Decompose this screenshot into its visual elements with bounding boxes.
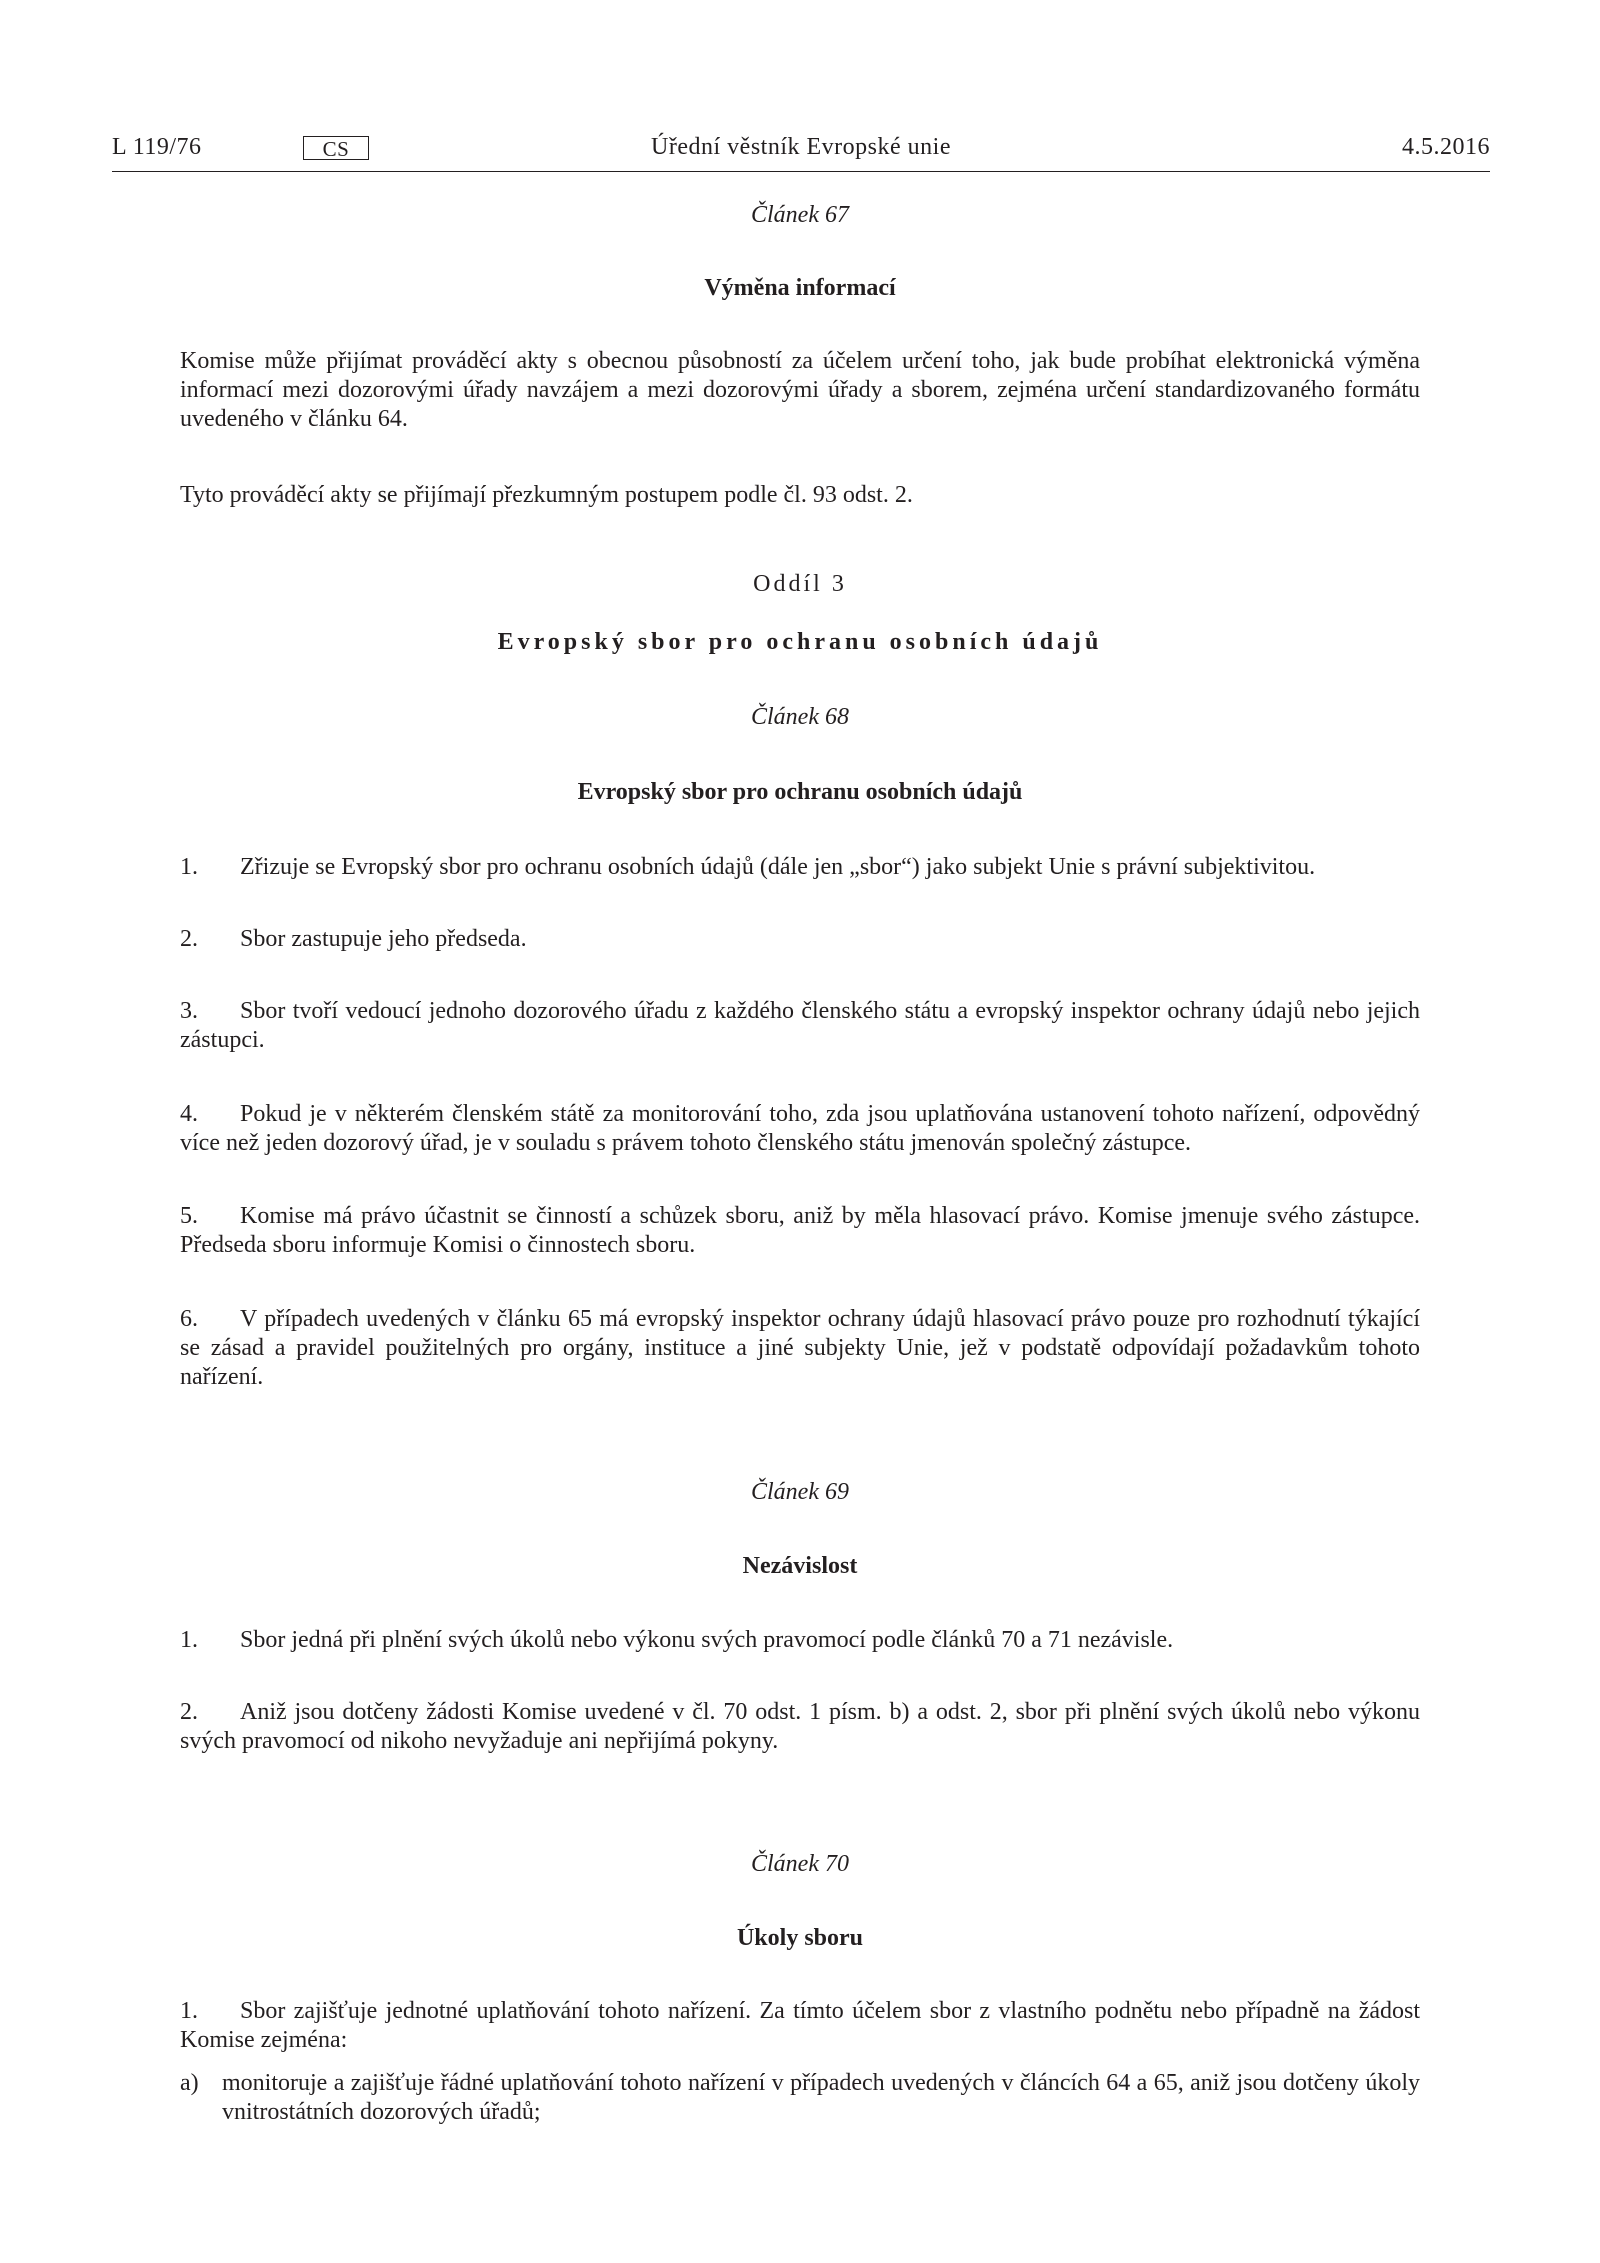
item-text: Sbor zastupuje jeho předseda. (240, 926, 527, 952)
article-69-title: Nezávislost (742, 1553, 858, 1579)
article-69-item-2 (180, 1698, 1420, 1756)
article-68-label: Článek 68 (751, 704, 849, 730)
article-70-title: Úkoly sboru (736, 1925, 864, 1951)
item-text: Komise má právo účastnit se činností a schůzek sboru, aniž by měla hlasovací právo. Komise jmenuje svého zástupce. Předseda sboru informuje Komisi o činnostech sboru. (180, 1203, 1420, 1258)
item-number: 1. (180, 1998, 198, 2024)
item-number: 1. (180, 1627, 198, 1653)
article-69-label: Článek 69 (751, 1479, 849, 1505)
item-number: 3. (180, 998, 198, 1024)
item-text: Sbor jedná při plnění svých úkolů nebo výkonu svých pravomocí podle článků 70 a 71 nezávisle. (240, 1627, 1174, 1653)
item-text: Sbor zajišťuje jednotné uplatňování tohoto nařízení. Za tímto účelem sbor z vlastního podnětu nebo případně na žádost Komise zejména: (180, 1998, 1420, 2053)
article-70-label: Článek 70 (751, 1851, 849, 1877)
article-67-paragraph-2: Tyto prováděcí akty se přijímají přezkumným postupem podle čl. 93 odst. 2. (180, 482, 913, 508)
article-70-point-a (180, 2069, 1420, 2127)
point-label: a) (180, 2070, 199, 2096)
item-number: 1. (180, 854, 198, 880)
item-text: V případech uvedených v článku 65 má evropský inspektor ochrany údajů hlasovací právo pouze pro rozhodnutí týkající se zásad a pravidel použitelných pro orgány, instituce a jiné subjekty Unie, jež v podstatě odpovídají požadavkům tohoto nařízení. (180, 1306, 1420, 1390)
item-text: Sbor tvoří vedoucí jednoho dozorového úřadu z každého členského státu a evropský inspektor ochrany údajů nebo jejich zástupci. (180, 998, 1420, 1053)
item-text: Pokud je v některém členském státě za monitorování toho, zda jsou uplatňována ustanovení tohoto nařízení, odpovědný více než jeden dozorový úřad, je v souladu s právem tohoto členského státu jmenován společný zástupce. (180, 1101, 1420, 1156)
article-68-item-1 (180, 853, 1420, 882)
journal-reference: L 119/76 (112, 134, 202, 160)
language-badge: CS (303, 136, 369, 160)
article-68-item-4 (180, 1100, 1420, 1158)
article-68-item-6 (180, 1305, 1420, 1392)
item-number: 2. (180, 926, 198, 952)
item-text: Zřizuje se Evropský sbor pro ochranu osobních údajů (dále jen „sbor“) jako subjekt Unie s právní subjektivitou. (240, 854, 1316, 880)
journal-title: Úřední věstník Evropské unie (651, 134, 951, 160)
article-67-label: Článek 67 (751, 202, 849, 228)
section-3-title: Evropský sbor pro ochranu osobních údajů (497, 629, 1103, 655)
article-67-paragraph-1: Komise může přijímat prováděcí akty s obecnou působností za účelem určení toho, jak bude probíhat elektronická výměna informací mezi dozorovými úřady navzájem a mezi dozorovými úřady a sborem, zejména určení standardizovaného formátu uvedeného v článku 64. (180, 348, 1420, 432)
section-3-label: Oddíl 3 (753, 571, 847, 597)
item-number: 5. (180, 1203, 198, 1229)
article-67-title: Výměna informací (704, 275, 896, 301)
page-header (112, 130, 1490, 166)
item-number: 6. (180, 1306, 198, 1332)
publication-date: 4.5.2016 (1402, 134, 1490, 160)
point-text: monitoruje a zajišťuje řádné uplatňování tohoto nařízení v případech uvedených v článcích 64 a 65, aniž jsou dotčeny úkoly vnitrostátních dozorových úřadů; (222, 2070, 1420, 2125)
header-rule (112, 171, 1490, 172)
article-68-item-3 (180, 997, 1420, 1055)
item-number: 4. (180, 1101, 198, 1127)
item-text: Aniž jsou dotčeny žádosti Komise uvedené v čl. 70 odst. 1 písm. b) a odst. 2, sbor při plnění svých úkolů nebo výkonu svých pravomocí od nikoho nevyžaduje ani nepřijímá pokyny. (180, 1699, 1420, 1754)
article-68-item-2 (180, 925, 1420, 954)
article-68-title: Evropský sbor pro ochranu osobních údajů (577, 779, 1023, 805)
item-number: 2. (180, 1699, 198, 1725)
article-70-item-1 (180, 1997, 1420, 2055)
article-69-item-1 (180, 1626, 1420, 1655)
article-68-item-5 (180, 1202, 1420, 1260)
